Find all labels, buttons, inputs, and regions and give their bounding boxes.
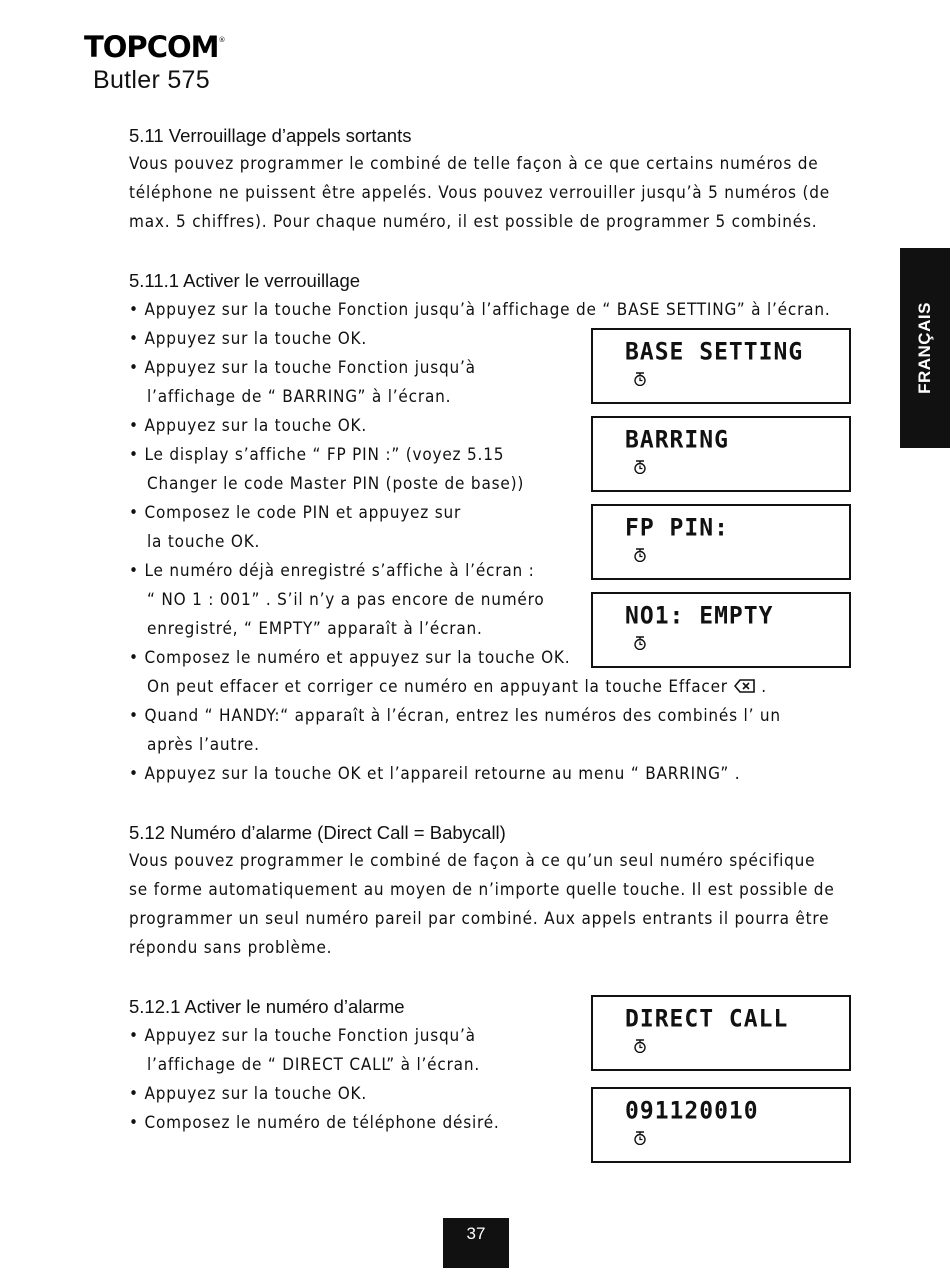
bullet-line: • Composez le numéro de téléphone désiré. [129,1113,500,1133]
bullet-line: • Appuyez sur la touche Fonction jusqu’à l’affichage de “ BASE SETTING” à l’écran. [129,300,831,320]
bullet-line: • Appuyez sur la touche Fonction jusqu’à [129,1026,476,1046]
section-title-5-12-1: 5.12.1 Activer le numéro d’alarme [129,996,405,1017]
lcd-display [591,504,851,580]
lcd-text: NO1: EMPTY [625,602,774,630]
erase-key-icon [734,679,756,693]
paragraph-line: programmer un seul numéro pareil par combiné. Aux appels entrants il pourra être [129,909,830,929]
lcd-display [591,328,851,404]
language-tab-label: FRANÇAIS [915,302,934,394]
bullet-line: l’affichage de “ BARRING” à l’écran. [147,387,452,407]
bullet-line: après l’autre. [147,735,260,755]
timer-icon [633,548,647,562]
bullet-line: • Appuyez sur la touche OK. [129,329,368,349]
timer-icon [633,372,647,386]
lcd-text: 091120010 [625,1097,759,1125]
product-name: Butler 575 [93,66,210,94]
paragraph-line: téléphone ne puissent être appelés. Vous pouvez verrouiller jusqu’à 5 numéros (de [129,183,830,203]
paragraph-line: se forme automatiquement au moyen de n’importe quelle touche. Il est possible de [129,880,835,900]
bullet-line: enregistré, “ EMPTY” apparaît à l’écran. [147,619,483,639]
timer-icon [633,636,647,650]
bullet-line: • Appuyez sur la touche OK et l’appareil retourne au menu “ BARRING” . [129,764,741,784]
lcd-text: FP PIN: [625,514,729,542]
bullet-line: • Composez le code PIN et appuyez sur [129,503,462,523]
bullet-line: l’affichage de “ DIRECT CALL” à l’écran. [147,1055,480,1075]
timer-icon [633,460,647,474]
lcd-display [591,416,851,492]
section-title-5-12: 5.12 Numéro d’alarme (Direct Call = Babycall) [129,822,506,843]
bullet-line: • Composez le numéro et appuyez sur la touche OK. [129,648,571,668]
bullet-line: “ NO 1 : 001” . S’il n’y a pas encore de numéro [147,590,545,610]
paragraph-line: max. 5 chiffres). Pour chaque numéro, il est possible de programmer 5 combinés. [129,212,818,232]
bullet-line: • Le numéro déjà enregistré s’affiche à l’écran : [129,561,535,581]
lcd-display [591,995,851,1071]
paragraph-line: Vous pouvez programmer le combiné de façon à ce qu’un seul numéro spécifique [129,851,816,871]
paragraph-line: répondu sans problème. [129,938,333,958]
lcd-text: BARRING [625,426,729,454]
bullet-line: • Quand “ HANDY:“ apparaît à l’écran, entrez les numéros des combinés l’ un [129,706,781,726]
lcd-display [591,1087,851,1163]
bullet-line: • Appuyez sur la touche OK. [129,1084,368,1104]
bullet-line: la touche OK. [147,532,261,552]
language-tab [900,248,950,448]
brand-logo: TOPCOM® [84,30,225,64]
lcd-display [591,592,851,668]
lcd-text: DIRECT CALL [625,1005,789,1033]
section-title-5-11-1: 5.11.1 Activer le verrouillage [129,270,361,291]
bullet-line: • Appuyez sur la touche Fonction jusqu’à [129,358,476,378]
bullet-line: • Le display s’affiche “ FP PIN :” (voyez 5.15 [129,445,505,465]
bullet-line: Changer le code Master PIN (poste de base)) [147,474,525,494]
bullet-line-erase: On peut effacer et corriger ce numéro en appuyant la touche Effacer . [147,677,767,697]
section-title-5-11: 5.11 Verrouillage d’appels sortants [129,125,412,146]
timer-icon [633,1039,647,1053]
timer-icon [633,1131,647,1145]
lcd-text: BASE SETTING [625,338,804,366]
bullet-line: • Appuyez sur la touche OK. [129,416,368,436]
page-number: 37 [443,1218,509,1268]
paragraph-line: Vous pouvez programmer le combiné de telle façon à ce que certains numéros de [129,154,819,174]
